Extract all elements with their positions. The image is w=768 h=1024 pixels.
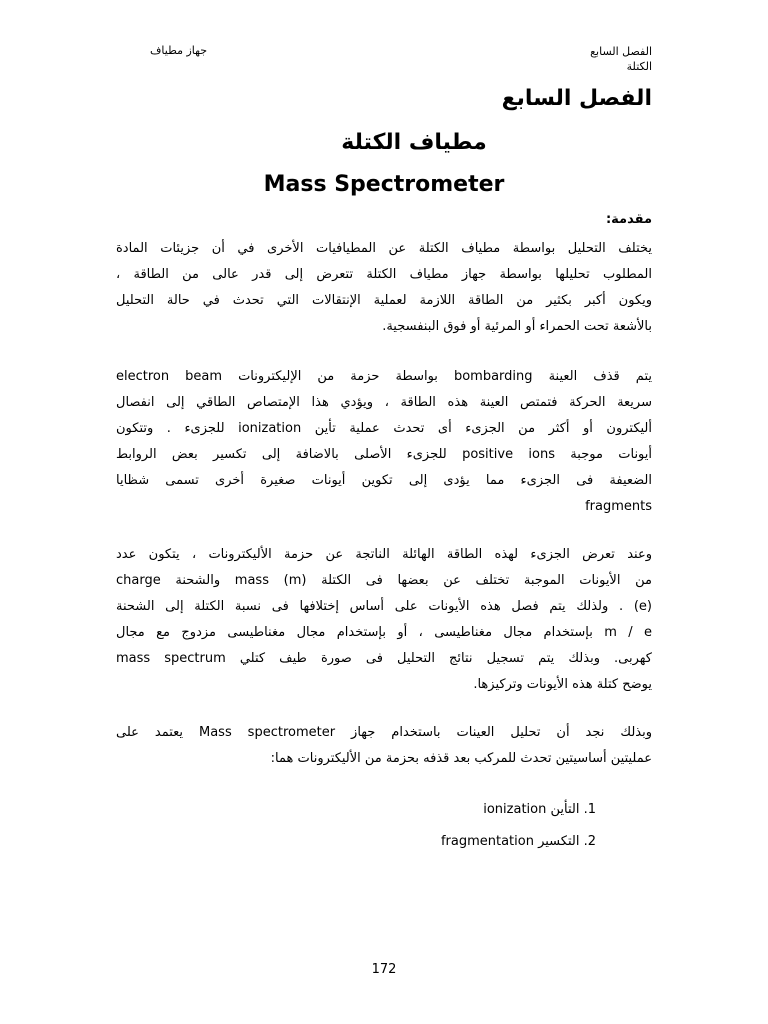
process-list xyxy=(116,794,652,858)
paragraph-line: fragments xyxy=(585,499,652,514)
page-number: 172 xyxy=(371,962,397,977)
ion-separation-paragraph xyxy=(116,542,652,698)
paragraph-line: m / e بإستخدام مجال مغناطيسى ، أو بإستخدام مجال مغناطيسى مزدوج مع مجال xyxy=(116,625,652,640)
subject-title-english-text: Mass Spectrometer xyxy=(263,172,505,197)
running-header-chapter xyxy=(512,44,652,74)
paragraph-line: أيونات موجبة positive ions للجزىء الأصلى بالاضافة إلى تكسير بعض الروابط xyxy=(116,447,652,462)
paragraph-line: كهربى. وبذلك يتم تسجيل نتائج التحليل فى صورة طيف كتلي mass spectrum xyxy=(116,651,652,666)
summary-paragraph xyxy=(116,720,652,772)
paragraph-line: يختلف التحليل بواسطة مطياف الكتلة عن المطيافيات الأخرى في أن جزيئات المادة xyxy=(116,241,652,256)
header-topic-text: الكتلة xyxy=(626,60,652,73)
header-chapter-text: الفصل السابع xyxy=(590,45,652,58)
paragraph-line: أليكترون أو أكثر من الجزىء أى تحدث عملية تأين ionization للجزىء . وتتكون xyxy=(116,421,652,436)
subject-title-arabic xyxy=(0,130,768,155)
paragraph-line: ويكون أكبر بكثير من الطاقة اللازمة لعملية الإنتقالات التي تحدث في حالة التحليل xyxy=(116,293,652,308)
paragraph-line: الضعيفة فى الجزىء مما يؤدى إلى تكوين أيونات صغيرة أخرى تسمى شظايا xyxy=(116,473,652,488)
bombardment-paragraph xyxy=(116,364,652,520)
paragraph-line: سريعة الحركة فتمتص العينة هذه الطاقة ، ويؤدي هذا الإمتصاص الطاقي إلى انفصال xyxy=(116,395,652,410)
paragraph-line: يتم قذف العينة bombarding بواسطة حزمة من الإليكترونات electron beam xyxy=(116,369,652,384)
paragraph-line: وبذلك نجد أن تحليل العينات باستخدام جهاز Mass spectrometer يعتمد على xyxy=(116,725,652,740)
list-item: 2. التكسير fragmentation xyxy=(440,834,596,849)
paragraph-line: المطلوب تحليلها بواسطة جهاز مطياف الكتلة تتعرض إلى قدر عالى من الطاقة ، xyxy=(116,267,652,282)
paragraph-line: عمليتين أساسيتين تحدث للمركب بعد قذفه بحزمة من الأليكترونات هما: xyxy=(270,751,652,766)
paragraph-line: من الأيونات الموجبة تختلف عن بعضها فى الكتلة (m) mass والشحنة charge xyxy=(116,573,652,588)
intro-paragraph xyxy=(116,236,652,340)
paragraph-line: وعند تعرض الجزىء لهذه الطاقة الهائلة الناتجة عن حزمة الأليكترونات ، يتكون عدد xyxy=(116,547,652,562)
subject-title-english xyxy=(0,172,768,197)
paragraph-line: يوضح كتلة هذه الأيونات وتركيزها. xyxy=(473,677,652,692)
intro-heading: مقدمة: xyxy=(605,212,652,227)
paragraph-line: (e) . ولذلك يتم فصل هذه الأيونات على أساس إختلافها فى نسبة الكتلة إلى الشحنة xyxy=(116,599,652,614)
paragraph-line: بالأشعة تحت الحمراء أو المرئية أو فوق البنفسجية. xyxy=(382,319,652,334)
chapter-title: الفصل السابع xyxy=(501,86,652,111)
list-item: 1. التأين ionization xyxy=(483,802,596,817)
subject-title-arabic-text: مطياف الكتلة xyxy=(341,130,487,155)
running-header-device: جهاز مطياف xyxy=(150,44,208,57)
